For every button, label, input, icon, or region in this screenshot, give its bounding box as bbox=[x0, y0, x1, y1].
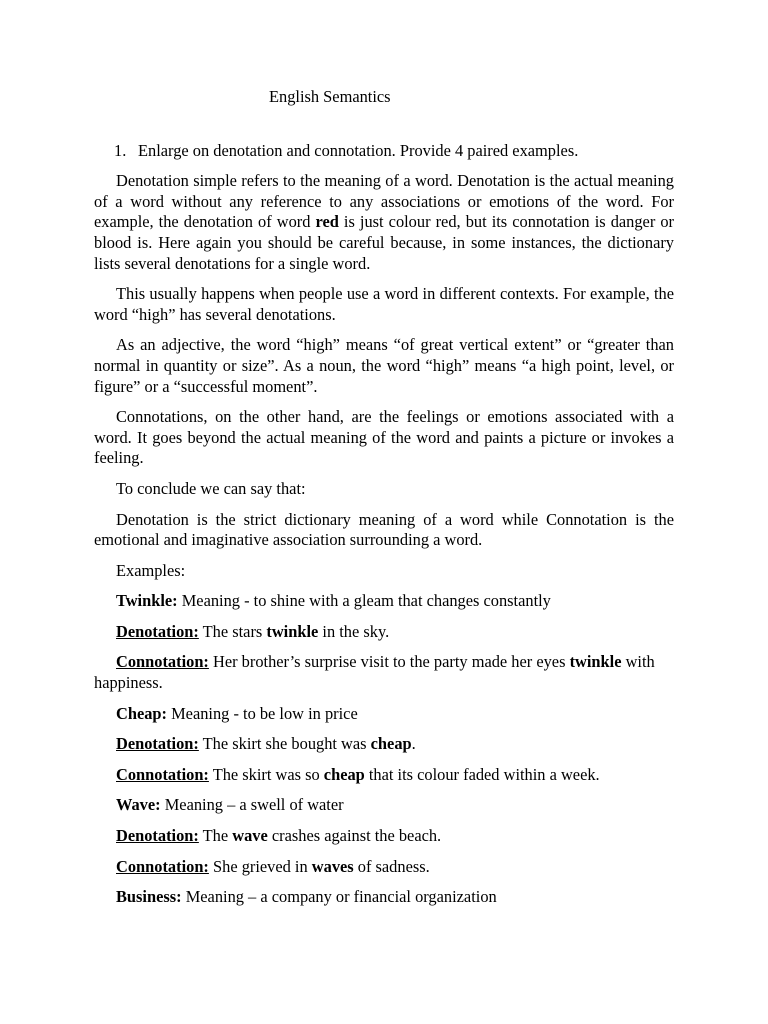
example-word: Cheap: bbox=[116, 703, 167, 723]
paragraph-conclusion: Denotation is the strict dictionary meaning of a word while Connotation is the emotional and imaginative association surrounding a word. bbox=[94, 509, 674, 550]
sentence-text: with happiness. bbox=[94, 652, 655, 693]
paragraph-text: Denotation simple refers to the meaning of a word. Denotation is the actual meaning of a word without any reference to any associations or emotions of the word. For example, the denotation of word bbox=[94, 171, 674, 232]
example-wave-meaning bbox=[94, 795, 674, 816]
example-meaning: Meaning - to shine with a gleam that changes constantly bbox=[177, 591, 551, 611]
paragraph-contexts: This usually happens when people use a word in different contexts. For example, the word “high” has several denotations. bbox=[94, 284, 674, 324]
sentence-text: Her brother’s surprise visit to the party made her eyes bbox=[208, 652, 570, 672]
paragraph-denotation-definition bbox=[94, 171, 674, 274]
bold-word: red bbox=[315, 212, 339, 232]
example-cheap-connotation bbox=[94, 765, 674, 786]
example-wave-denotation bbox=[94, 826, 674, 847]
example-cheap-meaning bbox=[94, 704, 674, 725]
example-word: Twinkle: bbox=[116, 591, 178, 611]
paragraph-adjective-noun: As an adjective, the word “high” means “of great vertical extent” or “greater than normal in quantity or size”. As a noun, the word “high” means “a high point, level, or figure” or a “successful moment”. bbox=[94, 335, 674, 396]
connotation-label: Connotation: bbox=[116, 652, 209, 672]
bold-word: twinkle bbox=[266, 621, 319, 641]
bold-word: cheap bbox=[370, 734, 412, 754]
connotation-label: Connotation: bbox=[116, 764, 209, 784]
bold-word: cheap bbox=[323, 764, 365, 784]
page-title: English Semantics bbox=[269, 87, 391, 106]
sentence-text: The skirt she bought was bbox=[198, 734, 371, 754]
question-text: Enlarge on denotation and connotation. Provide 4 paired examples. bbox=[138, 140, 579, 160]
paragraph-conclude-intro: To conclude we can say that: bbox=[116, 478, 306, 498]
denotation-label: Denotation: bbox=[116, 621, 199, 641]
sentence-text: The bbox=[198, 826, 233, 846]
example-meaning: Meaning - to be low in price bbox=[167, 703, 358, 723]
sentence-text: that its colour faded within a week. bbox=[364, 764, 600, 784]
question-1 bbox=[94, 141, 674, 162]
bold-word: twinkle bbox=[569, 652, 622, 672]
example-cheap-denotation bbox=[94, 734, 674, 755]
question-number: 1. bbox=[114, 140, 127, 160]
paragraph-text: is just colour red, but its connotation is danger or blood is. Here again you should be careful because, in some instances, the dictionary lists several denotations for a single word. bbox=[94, 212, 674, 273]
sentence-text: She grieved in bbox=[208, 856, 312, 876]
example-word: Wave: bbox=[116, 795, 161, 815]
sentence-text: of sadness. bbox=[353, 856, 430, 876]
example-business-meaning bbox=[94, 887, 674, 908]
example-wave-connotation bbox=[94, 857, 674, 878]
examples-heading: Examples: bbox=[116, 560, 186, 580]
example-twinkle-meaning bbox=[94, 591, 674, 612]
example-word: Business: bbox=[116, 887, 182, 907]
connotation-label: Connotation: bbox=[116, 856, 209, 876]
example-meaning: Meaning – a company or financial organization bbox=[181, 887, 497, 907]
sentence-text: The stars bbox=[198, 621, 267, 641]
denotation-label: Denotation: bbox=[116, 734, 199, 754]
bold-word: waves bbox=[311, 856, 354, 876]
example-meaning: Meaning – a swell of water bbox=[160, 795, 344, 815]
paragraph-connotations: Connotations, on the other hand, are the feelings or emotions associated with a word. It goes beyond the actual meaning of the word and paints a picture or invokes a feeling. bbox=[94, 407, 674, 468]
sentence-text: crashes against the beach. bbox=[267, 826, 442, 846]
bold-word: wave bbox=[232, 826, 268, 846]
sentence-text: The skirt was so bbox=[208, 764, 324, 784]
denotation-label: Denotation: bbox=[116, 826, 199, 846]
sentence-text: in the sky. bbox=[318, 621, 390, 641]
example-twinkle-denotation bbox=[94, 622, 674, 643]
example-twinkle-connotation bbox=[94, 652, 674, 693]
sentence-text: . bbox=[411, 734, 416, 754]
